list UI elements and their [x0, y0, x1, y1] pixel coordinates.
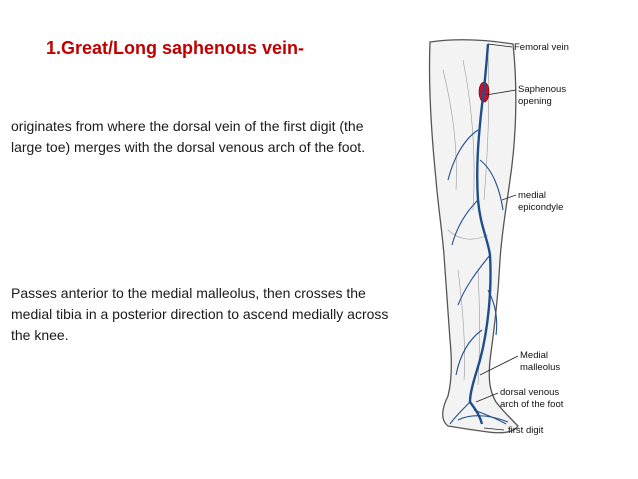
label-malleolus-1: Medial	[520, 350, 548, 361]
slide-title: 1.Great/Long saphenous vein-	[46, 38, 305, 58]
course-paragraph: Passes anterior to the medial malleolus, then crosses the medial tibia in a posterior direction to ascend medially across the knee.	[11, 285, 389, 343]
label-arch-2: arch of the foot	[500, 399, 564, 410]
leg-outline	[429, 40, 518, 433]
origin-paragraph: originates from where the dorsal vein of the first digit (the large toe) merges with the dorsal venous arch of the foot.	[11, 118, 366, 155]
label-saphenous-2: opening	[518, 96, 552, 107]
label-malleolus-2: malleolus	[520, 362, 561, 373]
label-arch-1: dorsal venous	[500, 387, 560, 398]
label-epicondyle-2: epicondyle	[518, 202, 564, 213]
label-first-digit: first digit	[508, 425, 544, 436]
leg-vein-illustration	[418, 30, 638, 450]
label-epicondyle-1: medial	[518, 190, 546, 201]
label-saphenous-1: Saphenous	[518, 84, 567, 95]
leg-drawing	[418, 30, 638, 450]
label-femoral-vein: Femoral vein	[514, 42, 569, 53]
